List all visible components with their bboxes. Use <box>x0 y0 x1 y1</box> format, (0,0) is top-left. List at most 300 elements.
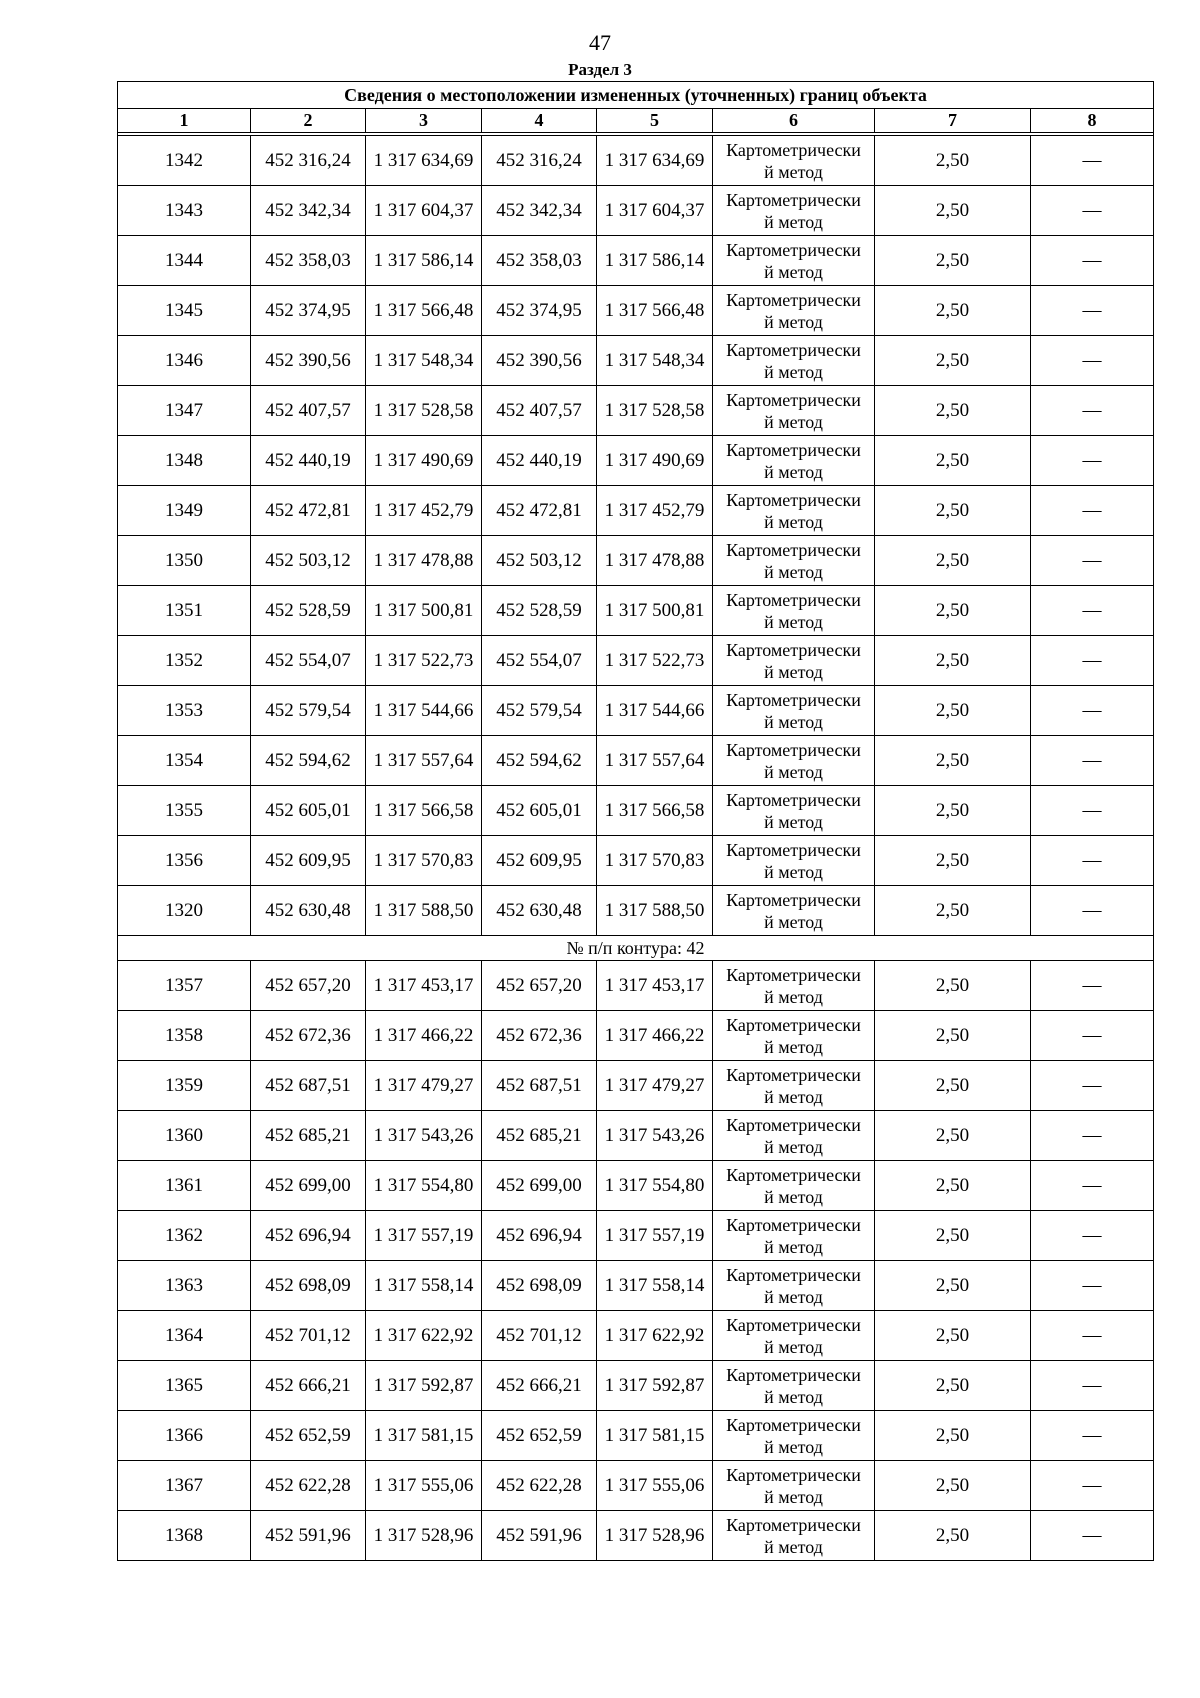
method-text: й метод <box>764 986 823 1007</box>
description-cell: — <box>1031 436 1154 486</box>
column-number: 1 <box>118 109 251 133</box>
table-row <box>118 736 1154 786</box>
y-new: 1 317 604,37 <box>597 186 713 236</box>
y-old: 1 317 548,34 <box>366 336 482 386</box>
x-old: 452 579,54 <box>251 686 366 736</box>
table-row <box>118 636 1154 686</box>
precision-cell: 2,50 <box>875 236 1031 286</box>
x-old: 452 528,59 <box>251 586 366 636</box>
method-text: й метод <box>764 311 823 332</box>
method-text: й метод <box>764 461 823 482</box>
method-text: й метод <box>764 761 823 782</box>
point-number: 1364 <box>118 1311 251 1361</box>
table-row <box>118 1061 1154 1111</box>
precision-cell: 2,50 <box>875 1011 1031 1061</box>
method-text: й метод <box>764 611 823 632</box>
x-new: 452 554,07 <box>482 636 597 686</box>
description-cell: — <box>1031 1511 1154 1561</box>
method-text: Картометрически <box>726 1264 861 1285</box>
method-cell <box>713 736 875 786</box>
method-text: й метод <box>764 711 823 732</box>
x-new: 452 696,94 <box>482 1211 597 1261</box>
x-new: 452 666,21 <box>482 1361 597 1411</box>
table-row <box>118 486 1154 536</box>
precision-cell: 2,50 <box>875 686 1031 736</box>
x-new: 452 579,54 <box>482 686 597 736</box>
point-number: 1361 <box>118 1161 251 1211</box>
point-number: 1360 <box>118 1111 251 1161</box>
precision-cell: 2,50 <box>875 961 1031 1011</box>
point-number: 1368 <box>118 1511 251 1561</box>
precision-cell: 2,50 <box>875 886 1031 936</box>
method-text: й метод <box>764 911 823 932</box>
y-old: 1 317 588,50 <box>366 886 482 936</box>
method-text: й метод <box>764 411 823 432</box>
table-row <box>118 1461 1154 1511</box>
point-number: 1342 <box>118 136 251 186</box>
x-old: 452 687,51 <box>251 1061 366 1111</box>
y-new: 1 317 528,58 <box>597 386 713 436</box>
point-number: 1320 <box>118 886 251 936</box>
method-cell <box>713 286 875 336</box>
method-text: Картометрически <box>726 539 861 560</box>
x-old: 452 652,59 <box>251 1411 366 1461</box>
x-old: 452 440,19 <box>251 436 366 486</box>
table-row <box>118 1361 1154 1411</box>
table-row <box>118 836 1154 886</box>
x-new: 452 594,62 <box>482 736 597 786</box>
y-old: 1 317 466,22 <box>366 1011 482 1061</box>
page-number: 47 <box>589 30 611 55</box>
table-row <box>118 286 1154 336</box>
method-text: Картометрически <box>726 739 861 760</box>
method-text: й метод <box>764 1486 823 1507</box>
table-row <box>118 1311 1154 1361</box>
method-text: й метод <box>764 861 823 882</box>
method-text: Картометрически <box>726 239 861 260</box>
y-old: 1 317 634,69 <box>366 136 482 186</box>
x-new: 452 609,95 <box>482 836 597 886</box>
method-text: Картометрически <box>726 1064 861 1085</box>
method-cell <box>713 136 875 186</box>
method-cell <box>713 1411 875 1461</box>
y-old: 1 317 566,48 <box>366 286 482 336</box>
precision-cell: 2,50 <box>875 1511 1031 1561</box>
description-cell: — <box>1031 736 1154 786</box>
x-old: 452 503,12 <box>251 536 366 586</box>
x-old: 452 605,01 <box>251 786 366 836</box>
point-number: 1366 <box>118 1411 251 1461</box>
method-cell <box>713 1161 875 1211</box>
y-old: 1 317 622,92 <box>366 1311 482 1361</box>
method-text: й метод <box>764 1036 823 1057</box>
method-cell <box>713 436 875 486</box>
table-row <box>118 536 1154 586</box>
x-new: 452 472,81 <box>482 486 597 536</box>
precision-cell: 2,50 <box>875 1261 1031 1311</box>
precision-cell: 2,50 <box>875 586 1031 636</box>
y-old: 1 317 544,66 <box>366 686 482 736</box>
method-text: Картометрически <box>726 1464 861 1485</box>
method-text: Картометрически <box>726 589 861 610</box>
method-cell <box>713 961 875 1011</box>
description-cell: — <box>1031 1211 1154 1261</box>
point-number: 1351 <box>118 586 251 636</box>
point-number: 1346 <box>118 336 251 386</box>
method-text: Картометрически <box>726 839 861 860</box>
description-cell: — <box>1031 386 1154 436</box>
y-old: 1 317 557,64 <box>366 736 482 786</box>
contour-label: № п/п контура: 42 <box>118 936 1154 961</box>
method-text: й метод <box>764 1336 823 1357</box>
column-number: 6 <box>713 109 875 133</box>
table-row <box>118 1261 1154 1311</box>
column-number: 8 <box>1031 109 1154 133</box>
x-old: 452 472,81 <box>251 486 366 536</box>
column-number: 4 <box>482 109 597 133</box>
y-new: 1 317 479,27 <box>597 1061 713 1111</box>
table-row <box>118 786 1154 836</box>
description-cell: — <box>1031 1261 1154 1311</box>
description-cell: — <box>1031 786 1154 836</box>
method-cell <box>713 1461 875 1511</box>
precision-cell: 2,50 <box>875 1311 1031 1361</box>
y-new: 1 317 555,06 <box>597 1461 713 1511</box>
section-title: Раздел 3 <box>568 60 632 79</box>
x-old: 452 374,95 <box>251 286 366 336</box>
precision-cell: 2,50 <box>875 286 1031 336</box>
method-text: й метод <box>764 661 823 682</box>
y-new: 1 317 543,26 <box>597 1111 713 1161</box>
description-cell: — <box>1031 1161 1154 1211</box>
y-old: 1 317 452,79 <box>366 486 482 536</box>
y-old: 1 317 581,15 <box>366 1411 482 1461</box>
points-group-a <box>118 136 1154 936</box>
description-cell: — <box>1031 686 1154 736</box>
y-new: 1 317 566,48 <box>597 286 713 336</box>
point-number: 1348 <box>118 436 251 486</box>
y-old: 1 317 558,14 <box>366 1261 482 1311</box>
y-old: 1 317 566,58 <box>366 786 482 836</box>
method-text: й метод <box>764 811 823 832</box>
point-number: 1365 <box>118 1361 251 1411</box>
y-old: 1 317 555,06 <box>366 1461 482 1511</box>
method-cell <box>713 1361 875 1411</box>
method-cell <box>713 686 875 736</box>
coordinates-table <box>117 81 1154 1561</box>
y-new: 1 317 554,80 <box>597 1161 713 1211</box>
table-row <box>118 1511 1154 1561</box>
method-text: Картометрически <box>726 489 861 510</box>
y-new: 1 317 478,88 <box>597 536 713 586</box>
x-new: 452 591,96 <box>482 1511 597 1561</box>
method-text: й метод <box>764 1136 823 1157</box>
method-cell <box>713 1211 875 1261</box>
point-number: 1352 <box>118 636 251 686</box>
y-old: 1 317 557,19 <box>366 1211 482 1261</box>
method-cell <box>713 386 875 436</box>
method-cell <box>713 586 875 636</box>
y-new: 1 317 581,15 <box>597 1411 713 1461</box>
description-cell: — <box>1031 836 1154 886</box>
y-old: 1 317 528,96 <box>366 1511 482 1561</box>
column-number: 5 <box>597 109 713 133</box>
table-title: Сведения о местоположении измененных (уточненных) границ объекта <box>118 82 1154 109</box>
table-row <box>118 1011 1154 1061</box>
y-old: 1 317 528,58 <box>366 386 482 436</box>
method-text: Картометрически <box>726 439 861 460</box>
y-old: 1 317 453,17 <box>366 961 482 1011</box>
method-text: Картометрически <box>726 1114 861 1135</box>
y-new: 1 317 570,83 <box>597 836 713 886</box>
x-old: 452 698,09 <box>251 1261 366 1311</box>
precision-cell: 2,50 <box>875 336 1031 386</box>
x-old: 452 657,20 <box>251 961 366 1011</box>
y-new: 1 317 528,96 <box>597 1511 713 1561</box>
description-cell: — <box>1031 1011 1154 1061</box>
method-text: Картометрически <box>726 964 861 985</box>
description-cell: — <box>1031 1361 1154 1411</box>
point-number: 1355 <box>118 786 251 836</box>
y-old: 1 317 522,73 <box>366 636 482 686</box>
method-text: Картометрически <box>726 789 861 810</box>
method-text: й метод <box>764 1236 823 1257</box>
x-new: 452 685,21 <box>482 1111 597 1161</box>
y-new: 1 317 452,79 <box>597 486 713 536</box>
method-text: й метод <box>764 1536 823 1557</box>
method-text: Картометрически <box>726 1514 861 1535</box>
description-cell: — <box>1031 336 1154 386</box>
method-text: Картометрически <box>726 1164 861 1185</box>
x-old: 452 666,21 <box>251 1361 366 1411</box>
x-old: 452 316,24 <box>251 136 366 186</box>
table-row <box>118 436 1154 486</box>
point-number: 1347 <box>118 386 251 436</box>
y-old: 1 317 592,87 <box>366 1361 482 1411</box>
table-row <box>118 586 1154 636</box>
method-cell <box>713 336 875 386</box>
method-text: й метод <box>764 1386 823 1407</box>
table-row <box>118 1111 1154 1161</box>
x-new: 452 698,09 <box>482 1261 597 1311</box>
method-text: Картометрически <box>726 889 861 910</box>
point-number: 1354 <box>118 736 251 786</box>
y-old: 1 317 586,14 <box>366 236 482 286</box>
point-number: 1349 <box>118 486 251 536</box>
point-number: 1357 <box>118 961 251 1011</box>
method-text: й метод <box>764 211 823 232</box>
precision-cell: 2,50 <box>875 786 1031 836</box>
method-cell <box>713 1011 875 1061</box>
method-text: й метод <box>764 1086 823 1107</box>
y-new: 1 317 557,19 <box>597 1211 713 1261</box>
x-new: 452 503,12 <box>482 536 597 586</box>
y-new: 1 317 548,34 <box>597 336 713 386</box>
method-cell <box>713 236 875 286</box>
method-cell <box>713 1311 875 1361</box>
y-new: 1 317 522,73 <box>597 636 713 686</box>
table-row <box>118 686 1154 736</box>
method-cell <box>713 186 875 236</box>
precision-cell: 2,50 <box>875 1211 1031 1261</box>
x-new: 452 374,95 <box>482 286 597 336</box>
method-text: Картометрически <box>726 689 861 710</box>
x-new: 452 630,48 <box>482 886 597 936</box>
description-cell: — <box>1031 886 1154 936</box>
x-old: 452 672,36 <box>251 1011 366 1061</box>
description-cell: — <box>1031 286 1154 336</box>
y-old: 1 317 479,27 <box>366 1061 482 1111</box>
y-new: 1 317 557,64 <box>597 736 713 786</box>
x-new: 452 407,57 <box>482 386 597 436</box>
y-old: 1 317 570,83 <box>366 836 482 886</box>
y-new: 1 317 558,14 <box>597 1261 713 1311</box>
method-text: Картометрически <box>726 1364 861 1385</box>
method-text: Картометрически <box>726 389 861 410</box>
point-number: 1363 <box>118 1261 251 1311</box>
x-old: 452 630,48 <box>251 886 366 936</box>
description-cell: — <box>1031 1311 1154 1361</box>
y-new: 1 317 588,50 <box>597 886 713 936</box>
point-number: 1358 <box>118 1011 251 1061</box>
method-text: й метод <box>764 1436 823 1457</box>
y-new: 1 317 466,22 <box>597 1011 713 1061</box>
precision-cell: 2,50 <box>875 636 1031 686</box>
point-number: 1367 <box>118 1461 251 1511</box>
method-cell <box>713 636 875 686</box>
x-new: 452 687,51 <box>482 1061 597 1111</box>
x-old: 452 609,95 <box>251 836 366 886</box>
method-text: й метод <box>764 1186 823 1207</box>
method-cell <box>713 1061 875 1111</box>
method-cell <box>713 836 875 886</box>
precision-cell: 2,50 <box>875 1461 1031 1511</box>
x-old: 452 591,96 <box>251 1511 366 1561</box>
x-old: 452 342,34 <box>251 186 366 236</box>
y-old: 1 317 604,37 <box>366 186 482 236</box>
method-text: Картометрически <box>726 1214 861 1235</box>
x-old: 452 701,12 <box>251 1311 366 1361</box>
precision-cell: 2,50 <box>875 486 1031 536</box>
x-new: 452 342,34 <box>482 186 597 236</box>
method-text: Картометрически <box>726 339 861 360</box>
y-new: 1 317 622,92 <box>597 1311 713 1361</box>
y-old: 1 317 554,80 <box>366 1161 482 1211</box>
description-cell: — <box>1031 961 1154 1011</box>
point-number: 1359 <box>118 1061 251 1111</box>
x-new: 452 528,59 <box>482 586 597 636</box>
method-text: Картометрически <box>726 289 861 310</box>
x-old: 452 622,28 <box>251 1461 366 1511</box>
y-new: 1 317 592,87 <box>597 1361 713 1411</box>
method-cell <box>713 1511 875 1561</box>
method-text: й метод <box>764 511 823 532</box>
method-cell <box>713 786 875 836</box>
y-new: 1 317 566,58 <box>597 786 713 836</box>
description-cell: — <box>1031 236 1154 286</box>
precision-cell: 2,50 <box>875 536 1031 586</box>
table-row <box>118 186 1154 236</box>
precision-cell: 2,50 <box>875 186 1031 236</box>
point-number: 1353 <box>118 686 251 736</box>
x-new: 452 358,03 <box>482 236 597 286</box>
point-number: 1362 <box>118 1211 251 1261</box>
x-old: 452 696,94 <box>251 1211 366 1261</box>
precision-cell: 2,50 <box>875 736 1031 786</box>
x-new: 452 316,24 <box>482 136 597 186</box>
point-number: 1344 <box>118 236 251 286</box>
method-text: й метод <box>764 561 823 582</box>
column-number: 3 <box>366 109 482 133</box>
column-number-row <box>118 109 1154 133</box>
description-cell: — <box>1031 186 1154 236</box>
points-group-b <box>118 961 1154 1561</box>
y-old: 1 317 500,81 <box>366 586 482 636</box>
precision-cell: 2,50 <box>875 1411 1031 1461</box>
description-cell: — <box>1031 1411 1154 1461</box>
x-new: 452 699,00 <box>482 1161 597 1211</box>
y-new: 1 317 490,69 <box>597 436 713 486</box>
precision-cell: 2,50 <box>875 136 1031 186</box>
column-number: 7 <box>875 109 1031 133</box>
x-old: 452 358,03 <box>251 236 366 286</box>
description-cell: — <box>1031 636 1154 686</box>
y-old: 1 317 478,88 <box>366 536 482 586</box>
y-new: 1 317 544,66 <box>597 686 713 736</box>
x-new: 452 657,20 <box>482 961 597 1011</box>
precision-cell: 2,50 <box>875 436 1031 486</box>
x-new: 452 605,01 <box>482 786 597 836</box>
precision-cell: 2,50 <box>875 386 1031 436</box>
x-old: 452 594,62 <box>251 736 366 786</box>
description-cell: — <box>1031 1111 1154 1161</box>
precision-cell: 2,50 <box>875 1061 1031 1111</box>
column-number: 2 <box>251 109 366 133</box>
table-row <box>118 1161 1154 1211</box>
x-old: 452 685,21 <box>251 1111 366 1161</box>
table-row <box>118 386 1154 436</box>
table-row <box>118 136 1154 186</box>
method-text: Картометрически <box>726 639 861 660</box>
table-row <box>118 236 1154 286</box>
method-text: й метод <box>764 361 823 382</box>
y-new: 1 317 586,14 <box>597 236 713 286</box>
method-text: й метод <box>764 261 823 282</box>
method-text: й метод <box>764 1286 823 1307</box>
precision-cell: 2,50 <box>875 1161 1031 1211</box>
x-new: 452 672,36 <box>482 1011 597 1061</box>
y-old: 1 317 490,69 <box>366 436 482 486</box>
method-cell <box>713 886 875 936</box>
table-row <box>118 336 1154 386</box>
contour-separator <box>118 936 1154 961</box>
y-new: 1 317 500,81 <box>597 586 713 636</box>
method-cell <box>713 536 875 586</box>
method-text: Картометрически <box>726 189 861 210</box>
y-old: 1 317 543,26 <box>366 1111 482 1161</box>
x-new: 452 701,12 <box>482 1311 597 1361</box>
method-cell <box>713 1111 875 1161</box>
description-cell: — <box>1031 1061 1154 1111</box>
method-text: Картометрически <box>726 1314 861 1335</box>
x-new: 452 390,56 <box>482 336 597 386</box>
description-cell: — <box>1031 586 1154 636</box>
description-cell: — <box>1031 536 1154 586</box>
point-number: 1343 <box>118 186 251 236</box>
description-cell: — <box>1031 486 1154 536</box>
point-number: 1350 <box>118 536 251 586</box>
precision-cell: 2,50 <box>875 836 1031 886</box>
